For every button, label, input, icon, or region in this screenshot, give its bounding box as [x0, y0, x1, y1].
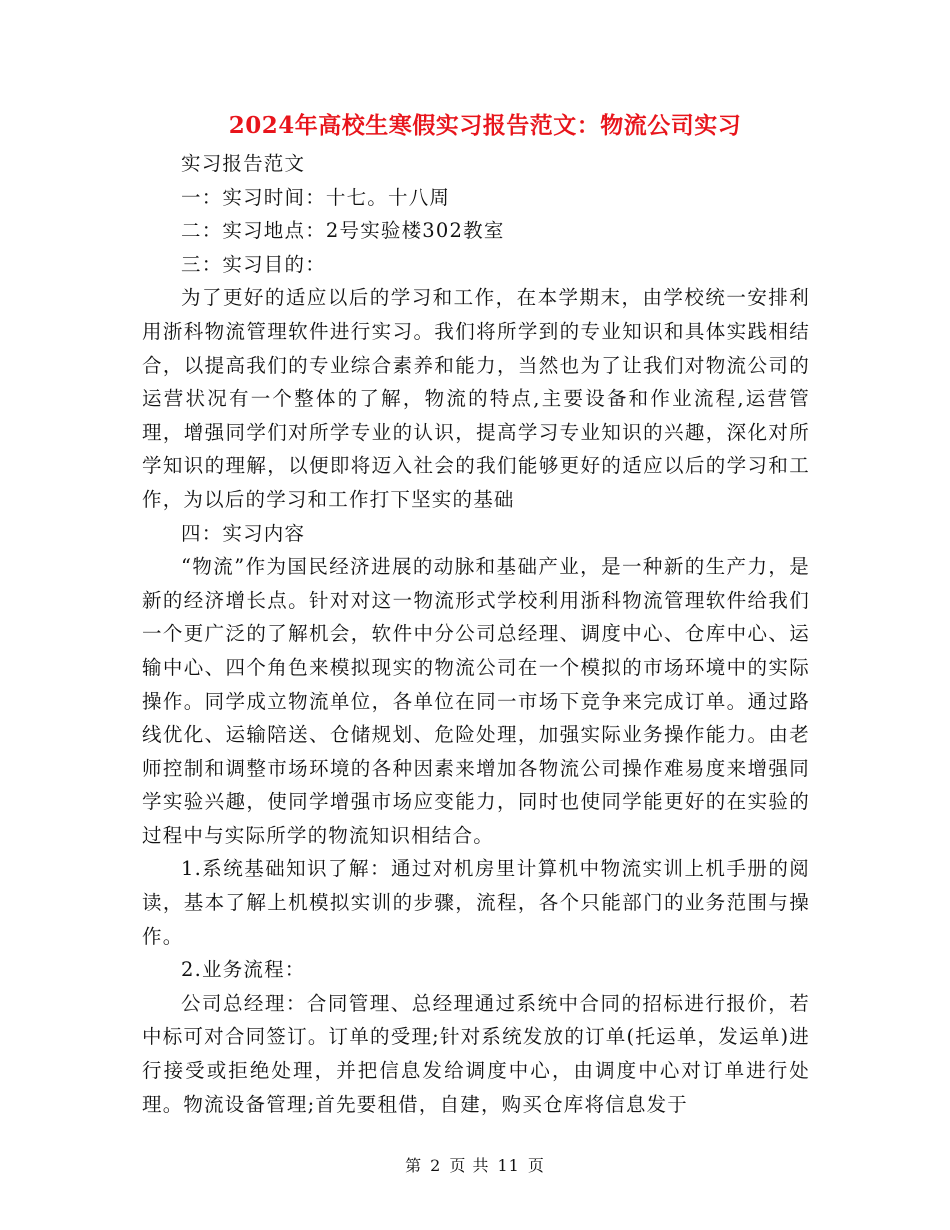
paragraph-system-basics: 1.系统基础知识了解：通过对机房里计算机中物流实训上机手册的阅读，基本了解上机模拟实训的步骤，流程，各个只能部门的业务范围与操作。 [142, 857, 810, 948]
footer-suffix: 页 [527, 1156, 545, 1175]
document-body [142, 147, 810, 1121]
paragraph-business-process-heading: 2.业务流程： [181, 958, 306, 982]
paragraph-purpose-heading: 三：实习目的： [181, 252, 326, 276]
paragraph-heading: 实习报告范文 [181, 152, 306, 175]
footer-page-number: 2 [430, 1156, 442, 1175]
page-footer [0, 1155, 950, 1177]
paragraph-content-body: “物流”作为国民经济进展的动脉和基础产业，是一种新的生产力，是新的经济增长点。针对对这一物流形式学校利用浙科物流管理软件给我们一个更广泛的了解机会，软件中分公司总经理、调度中心、仓库中心、运输中心、四个角色来模拟现实的物流公司在一个模拟的市场环境中的实际操作。同学成立物流单位，各单位在同一市场下竞争来完成订单。通过路线优化、运输陪送、仓储规划、危险处理，加强实际业务操作能力。由老师控制和调整市场环境的各种因素来增加各物流公司操作难易度来增强同学实验兴趣，使同学增强市场应变能力，同时也使同学能更好的在实验的过程中与实际所学的物流知识相结合。 [142, 555, 810, 847]
paragraph-internship-location: 二：实习地点：2号实验楼302教室 [181, 219, 505, 243]
footer-mid: 页 共 [449, 1156, 490, 1175]
document-title: 2024年高校生寒假实习报告范文：物流公司实习 [228, 112, 742, 139]
paragraph-purpose-body: 为了更好的适应以后的学习和工作，在本学期末，由学校统一安排利用浙科物流管理软件进行实习。我们将所学到的专业知识和具体实践相结合，以提高我们的专业综合素养和能力，当然也为了让我们对物流公司的运营状况有一个整体的了解，物流的特点,主要设备和作业流程,运营管理，增强同学们对所学专业的认识，提高学习专业知识的兴趣，深化对所学知识的理解，以便即将迈入社会的我们能够更好的适应以后的学习和工作，为以后的学习和工作打下坚实的基础 [142, 286, 810, 511]
paragraph-content-heading: 四：实习内容 [181, 521, 306, 545]
paragraph-internship-time: 一：实习时间：十七。十八周 [181, 185, 451, 209]
paragraph-general-manager: 公司总经理：合同管理、总经理通过系统中合同的招标进行报价，若中标可对合同签订。订单的受理;针对系统发放的订单(托运单，发运单)进行接受或拒绝处理，并把信息发给调度中心，由调度中心对订单进行处理。物流设备管理;首先要租借，自建，购买仓库将信息发于 [142, 991, 810, 1116]
footer-prefix: 第 [405, 1156, 423, 1175]
footer-total-pages: 11 [497, 1156, 520, 1175]
